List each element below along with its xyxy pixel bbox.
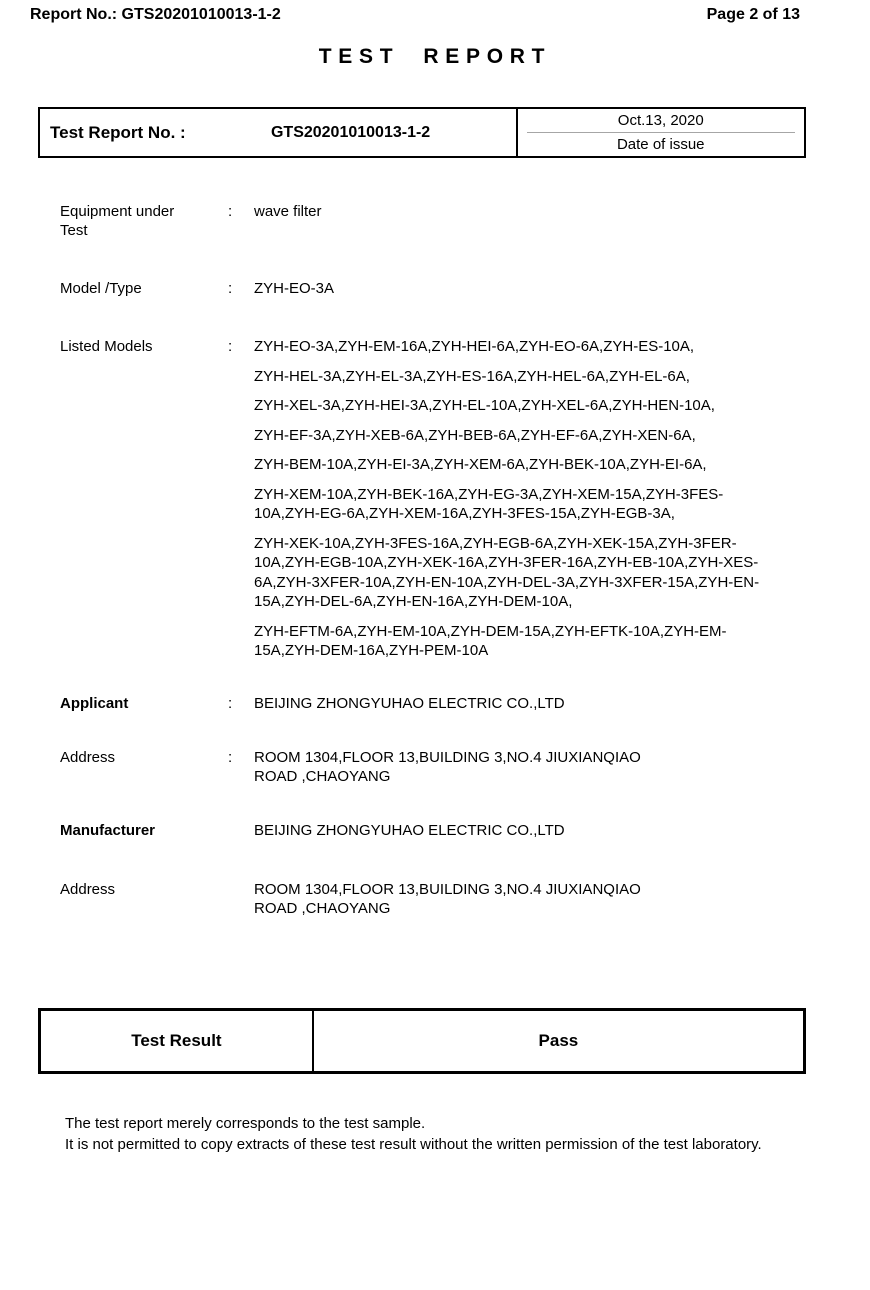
listed-models-value bbox=[254, 337, 766, 661]
listed-models-paragraph: ZYH-XEM-10A,ZYH-BEK-16A,ZYH-EG-3A,ZYH-XEM-15A,ZYH-3FES-10A,ZYH-EG-6A,ZYH-XEM-16A,ZYH-3FES-15A,ZYH-EGB-3A, bbox=[254, 485, 724, 522]
listed-models-paragraph: ZYH-XEL-3A,ZYH-HEI-3A,ZYH-EL-10A,ZYH-XEL-6A,ZYH-HEN-10A, bbox=[254, 397, 715, 414]
report-number-table bbox=[38, 107, 806, 158]
report-number-cell bbox=[40, 109, 518, 156]
document-title: TEST REPORT bbox=[318, 45, 552, 68]
listed-models-paragraph: ZYH-EO-3A,ZYH-EM-16A,ZYH-HEI-6A,ZYH-EO-6A,ZYH-ES-10A, bbox=[254, 338, 695, 355]
info-section bbox=[60, 202, 870, 918]
applicant-address-label: Address bbox=[60, 748, 116, 766]
manufacturer-value: BEIJING ZHONGYUHAO ELECTRIC CO.,LTD bbox=[254, 821, 565, 839]
info-row-equipment bbox=[60, 202, 870, 240]
listed-models-paragraph: ZYH-EFTM-6A,ZYH-EM-10A,ZYH-DEM-15A,ZYH-EFTK-10A,ZYH-EM-15A,ZYH-DEM-16A,ZYH-PEM-10A bbox=[254, 622, 727, 659]
footer-notes bbox=[65, 1113, 830, 1156]
listed-models-paragraph: ZYH-EF-3A,ZYH-XEB-6A,ZYH-BEB-6A,ZYH-EF-6A,ZYH-XEN-6A, bbox=[254, 426, 696, 444]
applicant-address-value: ROOM 1304,FLOOR 13,BUILDING 3,NO.4 JIUXIANQIAO ROAD ,CHAOYANG bbox=[254, 748, 641, 785]
footer-note-1: The test report merely corresponds to the test sample. bbox=[65, 1114, 426, 1132]
test-result-label: Test Result bbox=[41, 1011, 314, 1071]
info-row-applicant-address bbox=[60, 748, 870, 786]
listed-models-paragraph: ZYH-BEM-10A,ZYH-EI-3A,ZYH-XEM-6A,ZYH-BEK-10A,ZYH-EI-6A, bbox=[254, 456, 707, 473]
equipment-label: Equipment under Test bbox=[60, 203, 175, 239]
manufacturer-label: Manufacturer bbox=[60, 821, 156, 839]
manufacturer-address-value: ROOM 1304,FLOOR 13,BUILDING 3,NO.4 JIUXIANQIAO ROAD ,CHAOYANG bbox=[254, 880, 641, 917]
info-row-model bbox=[60, 279, 870, 298]
issue-date-value: Oct.13, 2020 bbox=[527, 109, 796, 133]
listed-models-paragraph: ZYH-XEK-10A,ZYH-3FES-16A,ZYH-EGB-6A,ZYH-XEK-15A,ZYH-3FER-10A,ZYH-EGB-10A,ZYH-XEK-16A,ZYH-3FER-16A,ZYH-EB-10A,ZYH-XES-6A,ZYH-3XFER-10A,ZYH-EN-10A,ZYH-DEL-3A,ZYH-3XFER-15A,ZYH-EN-15A,ZYH-DEL-6A,ZYH-EN-16A,ZYH-DEM-10A, bbox=[254, 534, 760, 610]
model-colon: : bbox=[228, 280, 233, 297]
report-number-label: Test Report No. : bbox=[50, 122, 186, 142]
info-row-manufacturer bbox=[60, 821, 870, 840]
issue-date-label: Date of issue bbox=[616, 136, 705, 153]
info-row-applicant bbox=[60, 694, 870, 713]
page-header bbox=[0, 0, 870, 24]
test-result-value: Pass bbox=[538, 1030, 579, 1050]
applicant-label: Applicant bbox=[60, 694, 129, 712]
manufacturer-colon bbox=[228, 821, 254, 840]
report-number-value: GTS20201010013-1-2 bbox=[270, 123, 431, 141]
model-label: Model /Type bbox=[60, 280, 142, 297]
test-result-table bbox=[38, 1008, 806, 1074]
applicant-colon: : bbox=[228, 694, 233, 712]
equipment-label-cell bbox=[60, 202, 228, 240]
manufacturer-address-label: Address bbox=[60, 880, 116, 898]
equipment-colon: : bbox=[228, 203, 233, 220]
info-row-manufacturer-address bbox=[60, 880, 870, 918]
header-page-indicator: Page 2 of 13 bbox=[706, 6, 800, 23]
applicant-value: BEIJING ZHONGYUHAO ELECTRIC CO.,LTD bbox=[254, 694, 565, 712]
listed-models-paragraph: ZYH-HEL-3A,ZYH-EL-3A,ZYH-ES-16A,ZYH-HEL-6A,ZYH-EL-6A, bbox=[254, 367, 690, 385]
applicant-address-colon: : bbox=[228, 748, 233, 766]
listed-models-label: Listed Models bbox=[60, 338, 153, 355]
info-row-listed-models bbox=[60, 337, 870, 661]
listed-models-colon: : bbox=[228, 338, 233, 355]
equipment-value: wave filter bbox=[254, 203, 322, 220]
model-value: ZYH-EO-3A bbox=[254, 280, 335, 297]
issue-date-cell bbox=[518, 109, 805, 156]
footer-note-2: It is not permitted to copy extracts of these test result without the written permission of the test laboratory. bbox=[65, 1136, 762, 1153]
header-report-no: Report No.: GTS20201010013-1-2 bbox=[30, 6, 281, 23]
manufacturer-address-colon bbox=[228, 880, 254, 918]
